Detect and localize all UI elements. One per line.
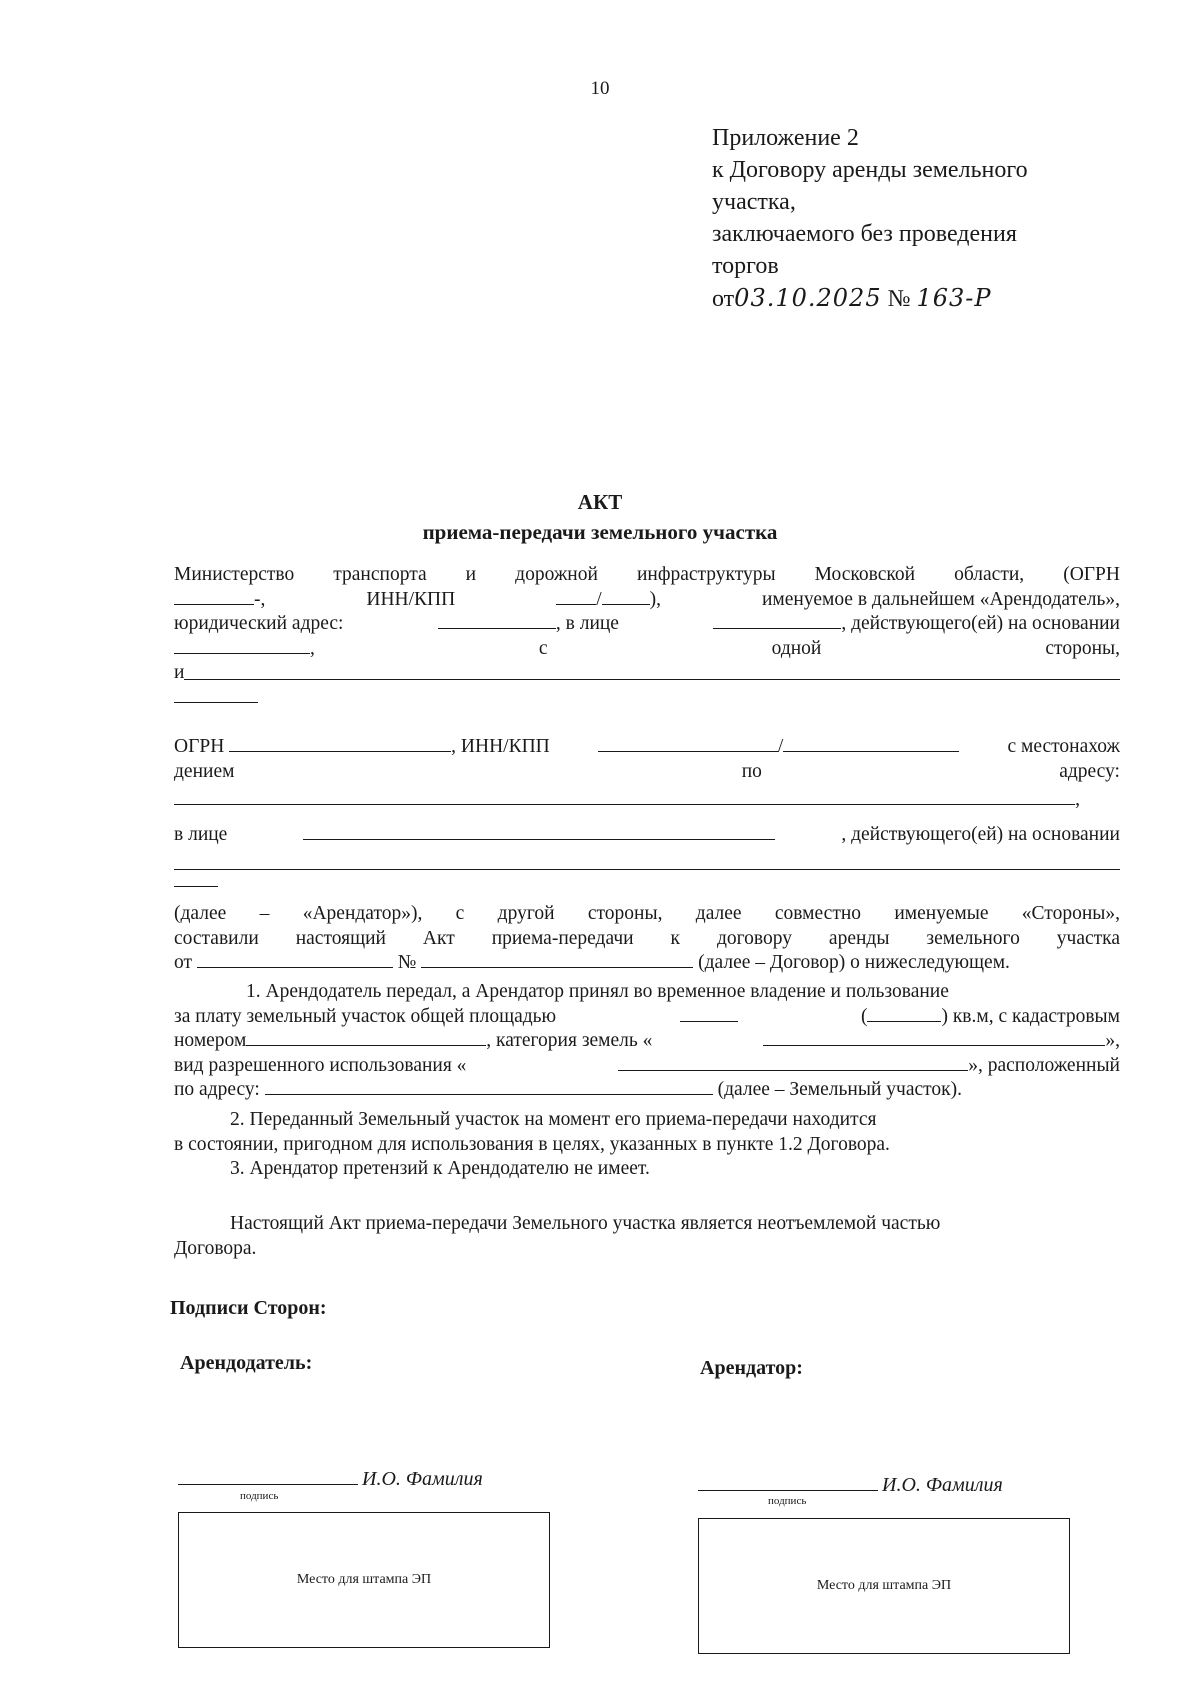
lessor-stamp-box [178, 1512, 550, 1648]
inn-blank [556, 588, 596, 605]
clause2-line-1: 2. Переданный Земельный участок на момент его приема-передачи находится [230, 1109, 877, 1130]
parties-line-3 [174, 951, 1120, 976]
tenant-comma: , [1075, 789, 1080, 810]
intro-l3a: юридический адрес: [174, 613, 344, 634]
clause1-l3a: номером [174, 1030, 247, 1051]
representative-blank [713, 612, 841, 629]
lessee-sign-caption: подпись [768, 1495, 807, 1507]
tenant-address-blank [174, 788, 1075, 805]
tenant-ogrn: ОГРН [174, 736, 225, 757]
tenant-representative-blank [303, 823, 775, 840]
intro-line-5 [174, 661, 1120, 686]
address-blank [438, 612, 556, 629]
parties-paragraph [174, 902, 1120, 976]
clause1-line-4 [174, 1054, 1120, 1079]
area-blank [680, 1005, 738, 1022]
permitted-use-blank [618, 1054, 968, 1071]
lessor-signature [178, 1464, 483, 1491]
intro-line-2 [174, 588, 1120, 613]
clause1-l5b: (далее – Земельный участок). [717, 1079, 962, 1100]
clause-3: 3. Арендатор претензий к Арендодателю не имеет. [230, 1158, 650, 1179]
clause1-l2c: ) кв.м, с кадастровым [941, 1005, 1120, 1027]
tenant-person-a: в лице [174, 823, 228, 845]
document-title [0, 487, 1200, 547]
number-prefix: № [887, 286, 911, 312]
tenant-loc1: с местонахож [1007, 736, 1120, 757]
clause2-line-2: в состоянии, пригодном для использования в целях, указанных в пункте 1.2 Договора. [174, 1133, 890, 1155]
lessee-stamp-text: Место для штампа ЭП [816, 1578, 952, 1593]
title-line-2: приема-передачи земельного участка [422, 520, 778, 544]
clause1-l4a: вид разрешенного использования « [174, 1054, 467, 1076]
tenant-section [174, 735, 1120, 886]
clause1-line-3 [174, 1029, 1120, 1054]
final-note-line-2: Договора. [174, 1237, 257, 1259]
intro-section [174, 563, 1120, 710]
land-category-blank [763, 1029, 1105, 1046]
contract-number-blank [421, 951, 693, 968]
ogrn-blank [174, 588, 254, 605]
parties-line-2: составили настоящий Акт приема-передачи к договору аренды земельного участка [174, 927, 1120, 949]
appendix-line-3: участка, [712, 189, 796, 215]
page-number: 10 [590, 78, 610, 99]
tenant-line-4 [174, 823, 1120, 848]
basis-blank [174, 637, 310, 654]
tenant-basis-blank [174, 847, 1120, 870]
tenant-kpp-blank [783, 735, 959, 752]
area-words-blank [867, 1005, 941, 1022]
tenant-line-1 [174, 735, 1120, 760]
handwritten-date: 03.10.2025 [734, 284, 882, 312]
tenant-line-3 [174, 788, 1120, 813]
final-note [174, 1212, 1120, 1261]
tenant-name-blank [184, 661, 1120, 680]
clause1-line-2 [174, 1005, 1120, 1030]
tenant-slash: / [777, 736, 784, 757]
appendix-line-5: торгов [712, 253, 779, 279]
lessor-stamp-text: Место для штампа ЭП [296, 1572, 432, 1587]
intro-l2a: -, [254, 588, 266, 610]
clause1-l5a: по адресу: [174, 1079, 260, 1100]
intro-line-3 [174, 612, 1120, 637]
intro-l4c: одной [771, 637, 822, 659]
clause1-l4b: », расположенный [968, 1054, 1120, 1076]
tenant-loc2a: дением [174, 760, 235, 782]
kpp-blank [602, 588, 650, 605]
lessor-label: Арендодатель: [180, 1352, 313, 1374]
clause1-line-1: 1. Арендодатель передал, а Арендатор принял во временное владение и пользование [246, 981, 949, 1002]
intro-l5: и [174, 662, 185, 683]
appendix-line-4: заключаемого без проведения [712, 221, 1017, 247]
lessor-name: И.О. Фамилия [362, 1468, 483, 1490]
appendix-date-line [712, 282, 1028, 315]
parties-l3c: (далее – Договор) о нижеследующем. [698, 952, 1010, 973]
intro-l2e: именуемое в дальнейшем «Арендодатель», [761, 588, 1120, 610]
title-line-1: АКТ [577, 490, 623, 514]
intro-l3c: , действующего(ей) на основании [841, 613, 1120, 634]
handwritten-number: 163-Р [916, 284, 992, 312]
tenant-inn-blank [598, 735, 778, 752]
tenant-loc2b: по [741, 760, 762, 782]
lessee-label: Арендатор: [700, 1357, 803, 1379]
clause1-l3c: », [1105, 1030, 1120, 1051]
clause1-line-5 [174, 1078, 1120, 1103]
intro-l4b: с [538, 637, 548, 659]
parties-line-1: (далее – «Арендатор»), с другой стороны, далее совместно именуемые «Стороны», [174, 903, 1120, 924]
tenant-name-blank-2 [174, 686, 258, 703]
contract-date-blank [197, 951, 393, 968]
plot-address-blank [265, 1078, 713, 1095]
tenant-inn: , ИНН/КПП [451, 736, 550, 757]
appendix-line-2: к Договору аренды земельного [712, 157, 1028, 183]
appendix-header [712, 122, 1028, 315]
intro-line-4 [174, 637, 1120, 662]
lessee-signature-line [698, 1470, 878, 1491]
intro-l4a: , [310, 637, 315, 659]
parties-l3b: № [397, 952, 417, 973]
intro-l2c: / [596, 588, 602, 610]
lessee-signature [698, 1470, 1003, 1497]
lessor-signature-line [178, 1464, 358, 1485]
cadastral-blank [246, 1029, 486, 1046]
intro-l2b: ИНН/КПП [366, 588, 456, 610]
lessee-stamp-box [698, 1518, 1070, 1654]
parties-l3a: от [174, 952, 193, 973]
final-note-line-1: Настоящий Акт приема-передачи Земельного участка является неотъемлемой частью [230, 1213, 941, 1234]
date-prefix: от [712, 286, 735, 312]
intro-l2d: ), [649, 588, 661, 610]
signatures-heading: Подписи Сторон: [170, 1297, 327, 1319]
tenant-basis-blank-2 [174, 870, 218, 887]
intro-line-1: Министерство транспорта и дорожной инфраструктуры Московской области, (ОГРН [174, 564, 1120, 585]
lessee-name: И.О. Фамилия [882, 1474, 1003, 1496]
tenant-ogrn-blank [229, 735, 451, 752]
clause1-l3b: , категория земель « [486, 1030, 653, 1051]
clause1-l2b: ( [860, 1005, 868, 1027]
intro-l3b: , в лице [555, 613, 619, 634]
tenant-line-2 [174, 760, 1120, 785]
intro-l4d: стороны, [1045, 637, 1120, 659]
clause-1 [174, 980, 1120, 1103]
tenant-person-b: , действующего(ей) на основании [841, 823, 1120, 845]
lessor-sign-caption: подпись [240, 1490, 279, 1502]
clause1-l2a: за плату земельный участок общей площадью [174, 1005, 557, 1027]
appendix-line-1: Приложение 2 [712, 125, 859, 151]
clause-2 [174, 1108, 1120, 1182]
tenant-loc2c: адресу: [1059, 760, 1120, 782]
